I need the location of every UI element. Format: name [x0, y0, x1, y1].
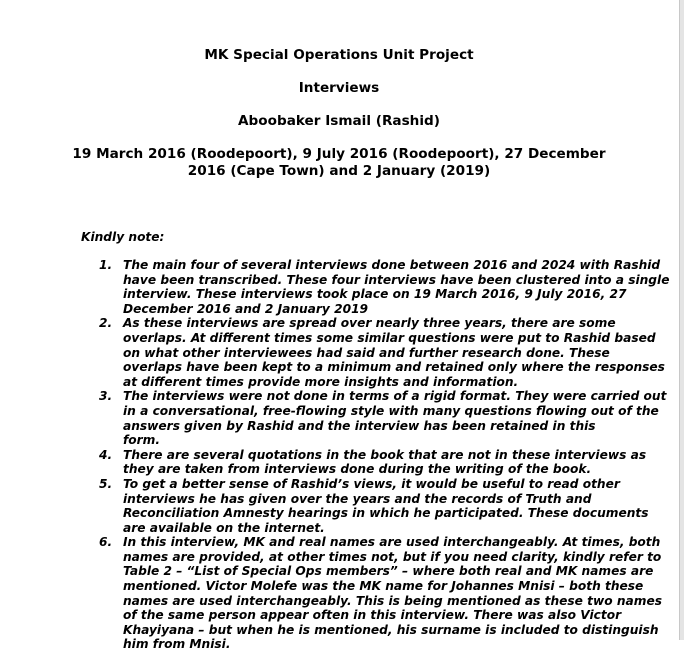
note-item — [0, 389, 684, 447]
interviewee-name: Aboobaker Ismail (Rashid) — [238, 113, 440, 129]
note-number: 5. — [99, 476, 113, 491]
note-line: Table 2 – “List of Special Ops members” – where both real and MK names are — [123, 564, 654, 579]
note-line: In this interview, MK and real names are used interchangeably. At times, both — [123, 535, 661, 550]
note-line: they are taken from interviews done during the writing of the book. — [123, 462, 592, 477]
note-number: 6. — [99, 535, 113, 550]
note-line: Reconciliation Amnesty hearings in which he participated. These documents — [123, 506, 649, 521]
note-number: 2. — [99, 316, 113, 331]
note-item — [0, 477, 684, 535]
note-line: The main four of several interviews done between 2016 and 2024 with Rashid — [123, 258, 661, 272]
note-item — [0, 258, 684, 316]
note-text — [123, 447, 647, 477]
note-text — [123, 476, 649, 535]
interview-dates — [0, 146, 678, 180]
note-line: December 2016 and 2 January 2019 — [123, 301, 369, 316]
interview-dates-line: 19 March 2016 (Roodepoort), 9 July 2016 (Roodepoort), 27 December — [72, 146, 606, 162]
note-item — [0, 448, 684, 477]
note-line: answers given by Rashid and the interview has been retained in this — [123, 418, 596, 433]
document-subtitle: Interviews — [298, 80, 380, 96]
note-line: at different times provide more insights and information. — [123, 374, 519, 389]
note-text — [123, 535, 662, 652]
note-line: form. — [123, 433, 161, 448]
note-line: interviews he has given over the years and the records of Truth and — [123, 491, 592, 506]
note-number: 1. — [99, 258, 113, 272]
document-title: MK Special Operations Unit Project — [204, 47, 474, 63]
note-text — [123, 258, 670, 316]
note-line: There are several quotations in the book that are not in these interviews as — [123, 447, 647, 462]
note-text — [123, 316, 665, 389]
note-line: interview. These interviews took place on 19 March 2016, 9 July 2016, 27 — [123, 287, 627, 302]
note-line: have been transcribed. These four interviews have been clustered into a single — [123, 272, 670, 287]
note-line: of the same person appear often in this interview. There was also Victor — [123, 608, 622, 623]
note-line: are available on the internet. — [123, 520, 325, 535]
note-line: mentioned. Victor Molefe was the MK name for Johannes Mnisi – both these — [123, 579, 644, 594]
note-line: on what other interviewees had said and further research done. These — [123, 345, 610, 360]
note-line: Khayiyana – but when he is mentioned, his surname is included to distinguish — [123, 622, 659, 637]
note-line: names are used interchangeably. This is being mentioned as these two names — [123, 593, 662, 608]
kindly-note-heading: Kindly note: — [81, 230, 165, 244]
note-line: The interviews were not done in terms of a rigid format. They were carried out — [123, 389, 667, 404]
note-line: As these interviews are spread over nearly three years, there are some — [123, 316, 616, 331]
note-item — [0, 316, 684, 389]
interview-dates-line: 2016 (Cape Town) and 2 January (2019) — [187, 163, 491, 179]
note-line: overlaps have been kept to a minimum and retained only where the responses — [123, 360, 665, 375]
note-line: names are provided, at other times not, but if you need clarity, kindly refer to — [123, 549, 662, 564]
note-number: 4. — [99, 447, 113, 462]
note-line: in a conversational, free-flowing style with many questions flowing out of the — [123, 403, 659, 418]
note-line: overlaps. At different times some similar questions were put to Rashid based — [123, 330, 656, 345]
notes-list — [0, 258, 684, 652]
note-text — [123, 389, 667, 448]
note-number: 3. — [99, 389, 113, 404]
note-line: him from Mnisi. — [123, 637, 231, 652]
note-line: To get a better sense of Rashid’s views, it would be useful to read other — [123, 476, 620, 491]
note-item — [0, 535, 684, 652]
